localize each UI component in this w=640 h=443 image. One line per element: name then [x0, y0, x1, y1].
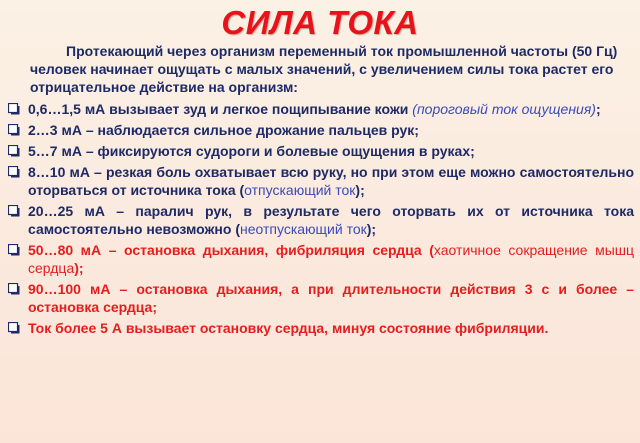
item-text: 20…25 мА – паралич рук, в результате чего оторвать их от источника тока самостоятельно невозможно (	[28, 203, 634, 237]
checkbox-bullet-icon	[8, 205, 20, 217]
item-text: 2…3 мА – наблюдается сильное дрожание пальцев рук;	[28, 122, 419, 138]
list-item	[6, 142, 634, 160]
checkbox-bullet-icon	[8, 124, 20, 136]
list-item	[6, 121, 634, 139]
checkbox-bullet-icon	[8, 103, 20, 115]
item-text: Ток более 5 А вызывает остановку сердца, минуя состояние фибриляции.	[28, 320, 549, 336]
checkbox-bullet-icon	[8, 322, 20, 334]
checkbox-bullet-icon	[8, 145, 20, 157]
item-note: неотпускающий ток	[239, 221, 367, 237]
slide-title: СИЛА ТОКА	[221, 4, 419, 41]
item-note: хаотичное сокращение мышц сердца	[28, 242, 635, 276]
list-item	[6, 100, 634, 118]
list-item	[6, 163, 634, 199]
item-text: 50…80 мА – остановка дыхания, фибриляция сердца (	[28, 242, 434, 258]
checkbox-bullet-icon	[8, 244, 20, 256]
item-tail: ;	[595, 101, 601, 117]
item-text: 0,6…1,5 мА вызывает зуд и легкое пощипывание кожи	[28, 101, 413, 117]
list-item	[6, 280, 634, 316]
list-item	[6, 319, 634, 337]
item-note: (пороговый ток ощущения)	[412, 101, 596, 117]
item-text: 90…100 мА – остановка дыхания, а при длительности действия 3 с и более – остановка сердца;	[28, 281, 634, 315]
list-item	[6, 241, 634, 277]
current-effects-list	[6, 100, 634, 340]
item-tail: );	[74, 260, 84, 276]
intro-paragraph: Протекающий через организм переменный ток промышленной частоты (50 Гц) человек начинает ощущать с малых значений, с увеличением силы тока растет его отрицательное действие на организм:	[30, 43, 618, 95]
checkbox-bullet-icon	[8, 283, 20, 295]
item-tail: );	[366, 221, 377, 237]
item-text: 5…7 мА – фиксируются судороги и болевые ощущения в руках;	[28, 143, 475, 159]
item-note: отпускающий ток	[244, 182, 356, 198]
checkbox-bullet-icon	[8, 166, 20, 178]
item-tail: );	[355, 182, 365, 198]
list-item	[6, 202, 634, 238]
item-text: 8…10 мА – резкая боль охватывает всю руку, но при этом еще можно самостоятельно оторваться от источника тока (	[28, 164, 634, 198]
